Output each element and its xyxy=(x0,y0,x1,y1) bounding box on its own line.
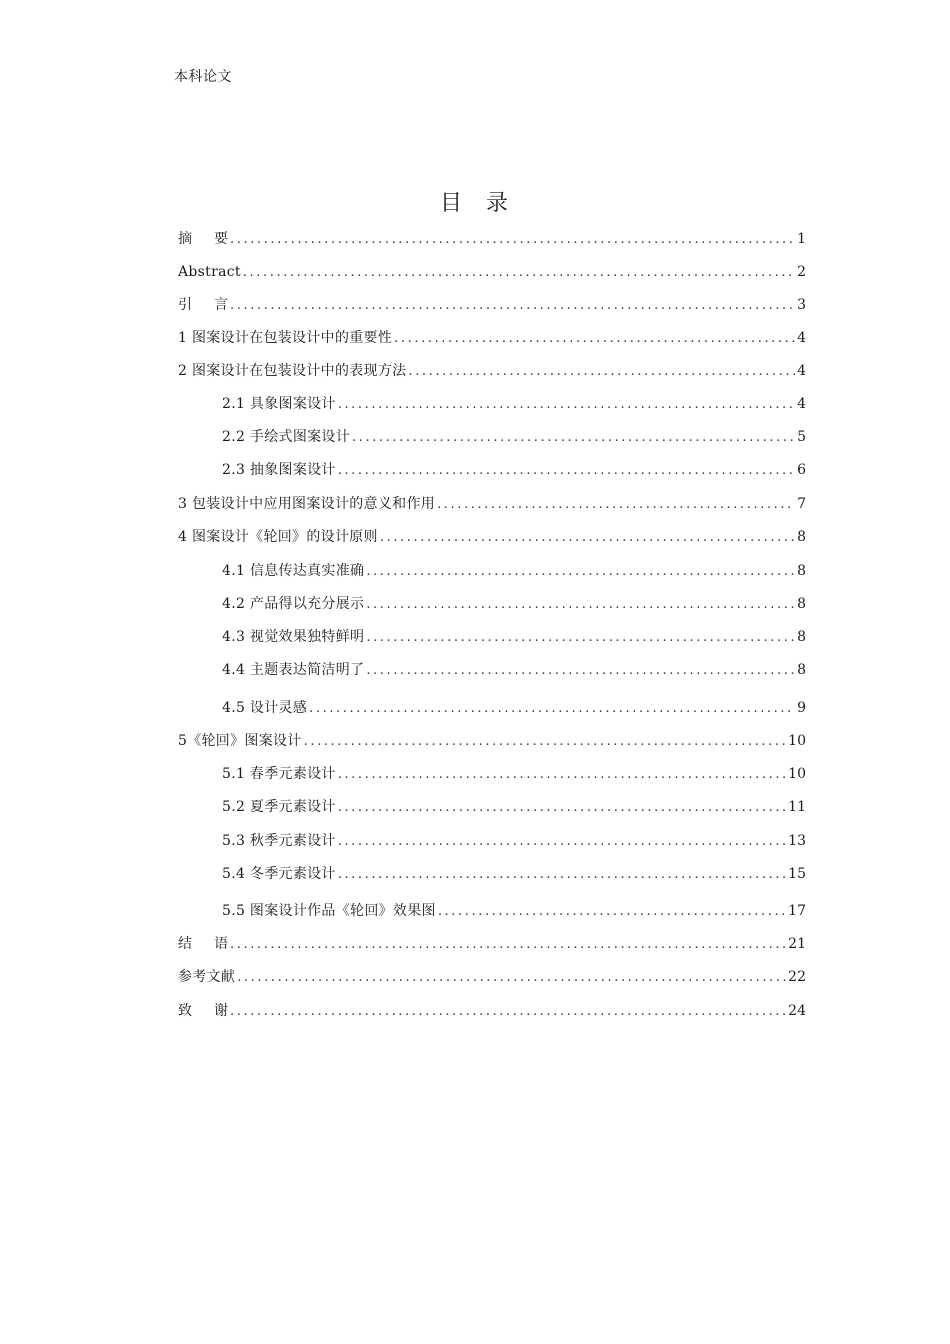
toc-leader-dots xyxy=(230,1001,786,1023)
toc-entry-label: 4 图案设计《轮回》的设计原则 xyxy=(178,529,378,545)
toc-title-part1: 目 xyxy=(439,191,464,216)
toc-entry-label: 致 谢 xyxy=(178,1003,228,1019)
toc-entry[interactable] xyxy=(178,228,806,250)
toc-leader-dots xyxy=(380,527,795,549)
toc-entry[interactable] xyxy=(178,526,806,548)
toc-entry-page: 17 xyxy=(788,903,806,919)
toc-leader-dots xyxy=(338,764,786,786)
toc-entry-label: 结 语 xyxy=(178,936,228,952)
toc-leader-dots xyxy=(309,698,795,720)
toc-entry[interactable] xyxy=(222,459,806,481)
toc-entry-label: 4.1 信息传达真实准确 xyxy=(222,563,365,579)
toc-entry-page: 3 xyxy=(797,297,806,313)
toc-leader-dots xyxy=(366,660,795,682)
toc-leader-dots xyxy=(352,427,795,449)
toc-leader-dots xyxy=(438,901,786,923)
toc-entry-page: 24 xyxy=(788,1003,806,1019)
toc-entry-page: 8 xyxy=(797,662,806,678)
toc-entry-label: 5《轮回》图案设计 xyxy=(178,733,302,749)
toc-entry[interactable] xyxy=(222,560,806,582)
toc-leader-dots xyxy=(230,229,795,251)
toc-entry[interactable] xyxy=(222,626,806,648)
toc-entry-label: 摘 要 xyxy=(178,231,228,247)
toc-entry[interactable] xyxy=(178,261,806,283)
toc-leader-dots xyxy=(338,394,795,416)
toc-entry-label: 4.4 主题表达简洁明了 xyxy=(222,662,365,678)
toc-entry[interactable] xyxy=(222,426,806,448)
toc-entry-label: 引 言 xyxy=(178,297,228,313)
toc-entry[interactable] xyxy=(222,796,806,818)
toc-entry-label: 5.5 图案设计作品《轮回》效果图 xyxy=(222,903,436,919)
toc-entry[interactable] xyxy=(222,763,806,785)
toc-entry-label: 1 图案设计在包装设计中的重要性 xyxy=(178,330,393,346)
toc-entry[interactable] xyxy=(222,863,806,885)
toc-entry-page: 10 xyxy=(788,733,806,749)
toc-entry[interactable] xyxy=(222,659,806,681)
toc-entry-label: 4.2 产品得以充分展示 xyxy=(222,596,365,612)
toc-entry-page: 1 xyxy=(797,231,806,247)
toc-entry-page: 10 xyxy=(788,766,806,782)
toc-entry[interactable] xyxy=(222,697,806,719)
toc-entry-label: 5.4 冬季元素设计 xyxy=(222,866,336,882)
toc-entry[interactable] xyxy=(178,933,806,955)
toc-entry-label: 4.5 设计灵感 xyxy=(222,700,308,716)
toc-leader-dots xyxy=(366,594,795,616)
toc-entry[interactable] xyxy=(178,294,806,316)
toc-leader-dots xyxy=(394,328,795,350)
toc-entry[interactable] xyxy=(178,327,806,349)
toc-entry-page: 8 xyxy=(797,563,806,579)
toc-entry-page: 4 xyxy=(797,330,806,346)
toc-entry-page: 11 xyxy=(788,799,806,815)
toc-entry-page: 4 xyxy=(797,363,806,379)
toc-entry-label: 2.3 抽象图案设计 xyxy=(222,462,336,478)
toc-entry[interactable] xyxy=(222,900,806,922)
toc-leader-dots xyxy=(338,797,786,819)
toc-entry[interactable] xyxy=(178,493,806,515)
toc-entry-page: 21 xyxy=(788,936,806,952)
toc-leader-dots xyxy=(243,262,795,284)
toc-entry-label: 2 图案设计在包装设计中的表现方法 xyxy=(178,363,407,379)
toc-leader-dots xyxy=(230,295,795,317)
toc-entry-page: 8 xyxy=(797,529,806,545)
toc-entry-page: 13 xyxy=(788,833,806,849)
toc-entry-label: 2.2 手绘式图案设计 xyxy=(222,429,351,445)
toc-entry-page: 22 xyxy=(788,969,806,985)
toc-entry-page: 8 xyxy=(797,629,806,645)
toc-leader-dots xyxy=(408,361,795,383)
toc-entry-label: 2.1 具象图案设计 xyxy=(222,396,336,412)
toc-entry[interactable] xyxy=(222,393,806,415)
toc-entry-label: 参考文献 xyxy=(178,969,236,985)
toc-entry-page: 15 xyxy=(788,866,806,882)
toc-entry-page: 6 xyxy=(797,462,806,478)
toc-entry-page: 2 xyxy=(797,264,806,280)
toc-leader-dots xyxy=(338,864,786,886)
toc-entry-label: 3 包装设计中应用图案设计的意义和作用 xyxy=(178,496,436,512)
toc-entry-page: 8 xyxy=(797,596,806,612)
toc-leader-dots xyxy=(230,934,786,956)
toc-entry-label: 5.1 春季元素设计 xyxy=(222,766,336,782)
toc-entry[interactable] xyxy=(178,360,806,382)
toc-entry-page: 4 xyxy=(797,396,806,412)
toc-leader-dots xyxy=(338,460,795,482)
toc-entry[interactable] xyxy=(178,966,806,988)
toc-entry[interactable] xyxy=(222,593,806,615)
toc-entry-page: 7 xyxy=(797,496,806,512)
toc-entry[interactable] xyxy=(222,830,806,852)
toc-entry-label: 5.3 秋季元素设计 xyxy=(222,833,336,849)
toc-leader-dots xyxy=(366,627,795,649)
toc-leader-dots xyxy=(338,831,786,853)
toc-leader-dots xyxy=(237,967,786,989)
toc-title-part2: 录 xyxy=(486,191,511,216)
toc-entry-label: 5.2 夏季元素设计 xyxy=(222,799,336,815)
toc-entry-page: 9 xyxy=(797,700,806,716)
toc-entry[interactable] xyxy=(178,1000,806,1022)
toc-entry-label: 4.3 视觉效果独特鲜明 xyxy=(222,629,365,645)
toc-leader-dots xyxy=(304,731,787,753)
toc-leader-dots xyxy=(437,494,795,516)
toc-title xyxy=(0,186,950,217)
page-header: 本科论文 xyxy=(174,69,232,85)
toc-leader-dots xyxy=(366,561,795,583)
toc-entry-page: 5 xyxy=(797,429,806,445)
toc-entry-label: Abstract xyxy=(178,264,241,280)
toc-entry[interactable] xyxy=(178,730,806,752)
